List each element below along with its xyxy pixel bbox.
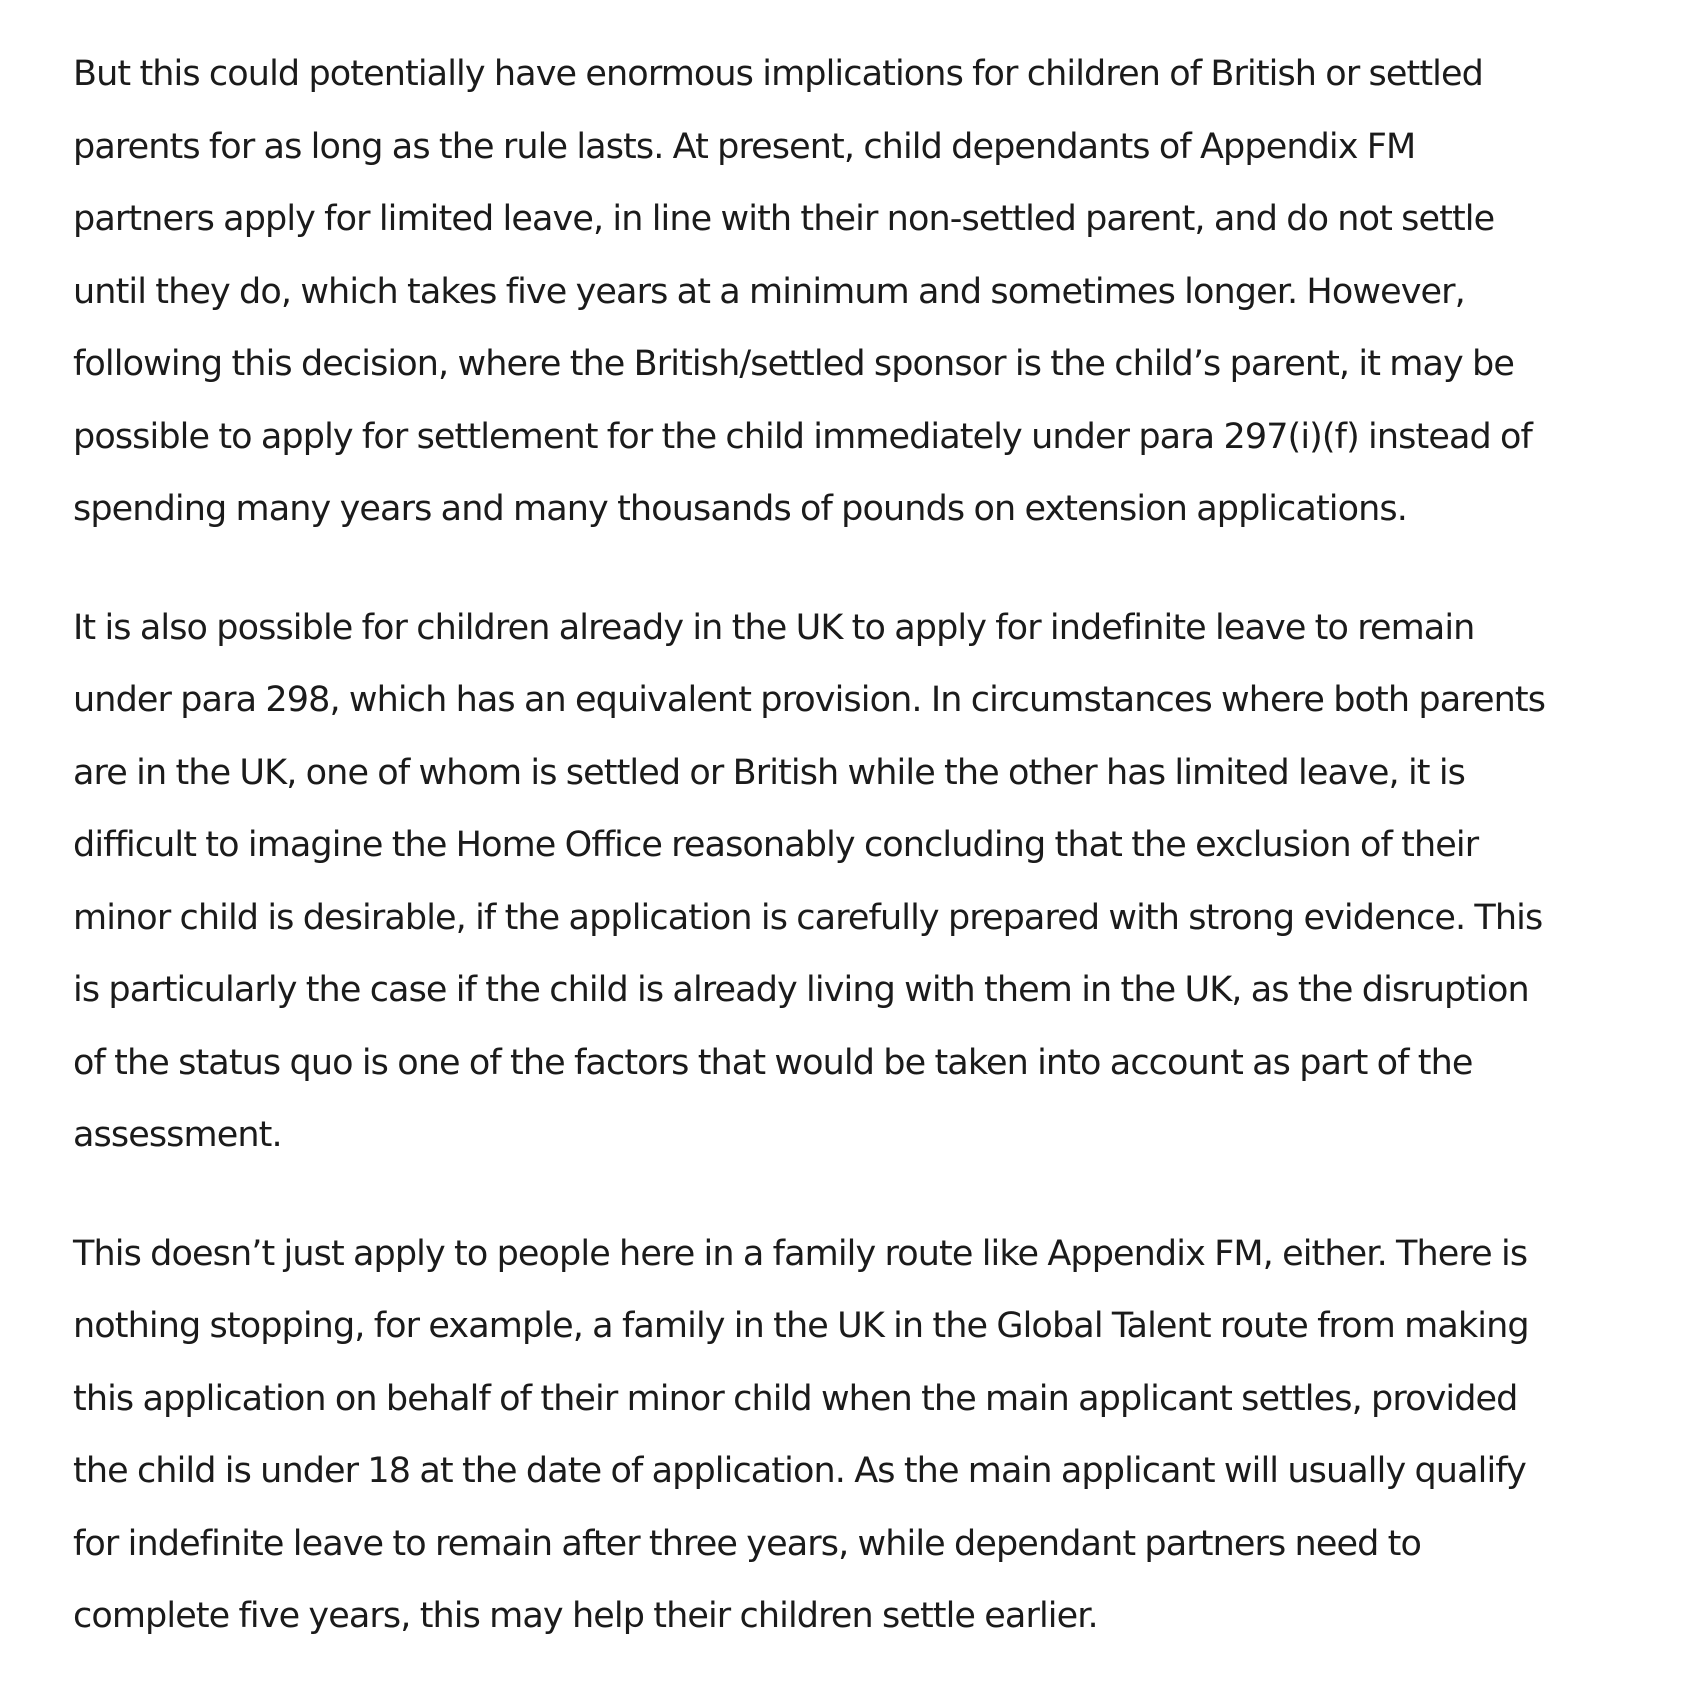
text-line: under para 298, which has an equivalent provision. In circumstances where both parents (73, 680, 1546, 720)
text-line: parents for as long as the rule lasts. At present, child dependants of Appendix FM (73, 126, 1416, 167)
text-line: spending many years and many thousands of pounds on extension applications. (73, 489, 1407, 529)
text-line: partners apply for limited leave, in line with their non-settled parent, and do not settle (73, 199, 1495, 239)
text-line: complete five years, this may help their children settle earlier. (73, 1596, 1098, 1636)
text-line: the child is under 18 at the date of application. As the main applicant will usually qualify (73, 1451, 1526, 1491)
paragraph-2 (73, 592, 1633, 1172)
text-line: possible to apply for settlement for the child immediately under para 297(i)(f) instead of (73, 416, 1532, 457)
text-line: until they do, which takes five years at a minimum and sometimes longer. However, (73, 271, 1465, 312)
text-line: is particularly the case if the child is already living with them in the UK, as the disruption (73, 970, 1529, 1010)
text-line: But this could potentially have enormous implications for children of British or settled (73, 54, 1483, 94)
text-line: of the status quo is one of the factors that would be taken into account as part of the (73, 1042, 1473, 1083)
text-line: nothing stopping, for example, a family in the UK in the Global Talent route from making (73, 1306, 1529, 1346)
text-line: It is also possible for children already in the UK to apply for indefinite leave to remain (73, 607, 1475, 648)
text-line: difficult to imagine the Home Office reasonably concluding that the exclusion of their (73, 825, 1479, 865)
text-line: assessment. (73, 1115, 282, 1155)
paragraph-3 (73, 1218, 1633, 1653)
text-line: are in the UK, one of whom is settled or British while the other has limited leave, it is (73, 752, 1465, 793)
text-line: minor child is desirable, if the application is carefully prepared with strong evidence. This (73, 897, 1543, 938)
text-line: this application on behalf of their minor child when the main applicant settles, provided (73, 1378, 1518, 1419)
paragraph-1 (73, 38, 1633, 546)
text-line: for indefinite leave to remain after three years, while dependant partners need to (73, 1523, 1421, 1564)
article-body (73, 38, 1633, 1653)
text-line: This doesn’t just apply to people here in a family route like Appendix FM, either. There is (73, 1233, 1528, 1274)
text-line: following this decision, where the British/settled sponsor is the child’s parent, it may be (73, 344, 1514, 384)
